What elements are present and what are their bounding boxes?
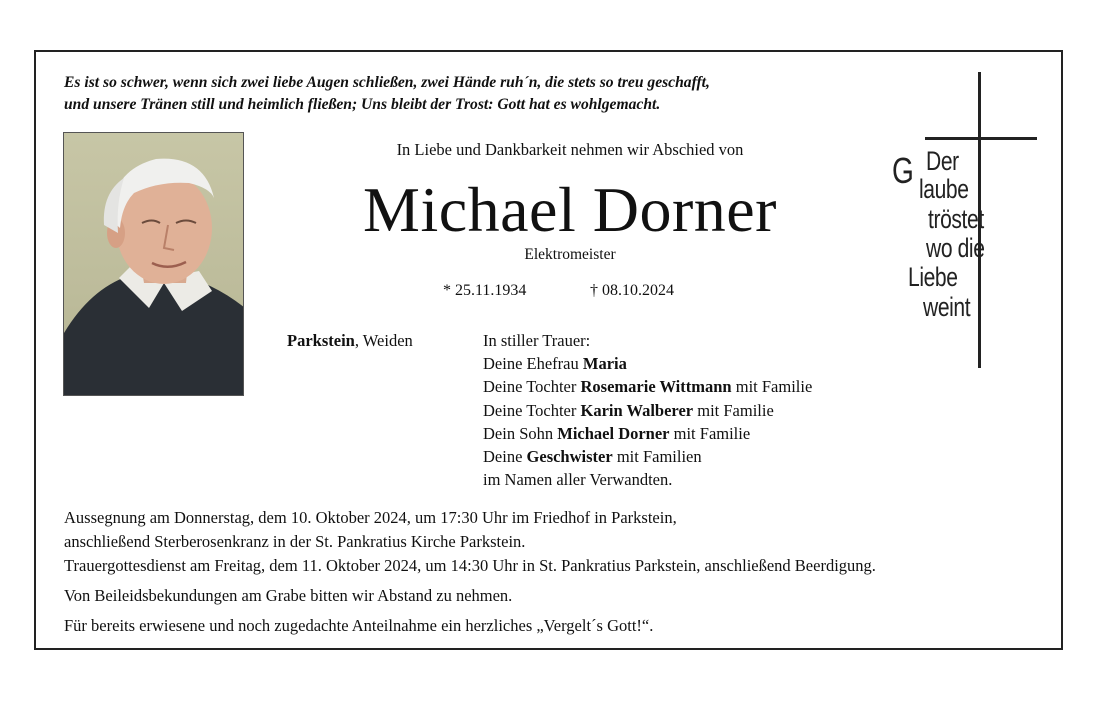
portrait-image xyxy=(64,133,244,396)
faith-der: Der xyxy=(926,146,959,176)
service-line-2: anschließend Sterberosenkranz in der St. Pankratius Kirche Parkstein. xyxy=(64,532,526,551)
mourner-line: Dein Sohn Michael Dorner mit Familie xyxy=(483,423,751,443)
cross-emblem xyxy=(890,70,1040,370)
service-line-5: Für bereits erwiesene und noch zugedachte Anteilnahme ein herzliches „Vergelt´s Gott!“. xyxy=(64,616,654,635)
birth-date: * 25.11.1934 xyxy=(443,282,527,299)
location-rest: , Weiden xyxy=(354,331,413,350)
intro-text: In Liebe und Dankbarkeit nehmen wir Abschied von xyxy=(396,140,744,159)
cross-horizontal-bar xyxy=(925,137,1037,140)
mourners-footer: im Namen aller Verwandten. xyxy=(483,470,673,490)
deceased-name: Michael Dorner xyxy=(363,174,777,245)
faith-liebe: Liebe xyxy=(908,262,958,292)
poem-line-1: Es ist so schwer, wenn sich zwei liebe Augen schließen, zwei Hände ruh´n, die stets so treu geschafft, xyxy=(64,74,710,91)
faith-weint: weint xyxy=(923,292,971,322)
faith-troestet: tröstet xyxy=(928,204,984,234)
location-town: Parkstein xyxy=(287,331,355,350)
service-line-4: Von Beileidsbekundungen am Grabe bitten wir Abstand zu nehmen. xyxy=(64,586,513,605)
mourner-line: Deine Tochter Karin Walberer mit Familie xyxy=(483,400,774,420)
mourners-list xyxy=(483,329,812,491)
portrait-photo xyxy=(63,132,244,396)
mourner-line: Deine Ehefrau Maria xyxy=(483,354,627,374)
poem xyxy=(64,72,924,116)
death-date: † 08.10.2024 xyxy=(590,282,674,299)
poem-line-2: und unsere Tränen still und heimlich fließen; Uns bleibt der Trost: Gott hat es wohlgemacht. xyxy=(64,96,661,113)
faith-capital-g: G xyxy=(892,150,914,191)
mourners-heading: In stiller Trauer: xyxy=(483,331,591,350)
mourner-line: Deine Geschwister mit Familien xyxy=(483,447,702,467)
faith-wo-die: wo die xyxy=(926,233,985,263)
faith-laube: laube xyxy=(919,174,969,204)
mourner-line: Deine Tochter Rosemarie Wittmann mit Familie xyxy=(483,377,813,397)
service-line-1: Aussegnung am Donnerstag, dem 10. Oktober 2024, um 17:30 Uhr im Friedhof in Parkstein, xyxy=(64,508,677,527)
service-details xyxy=(64,506,1054,638)
service-line-3: Trauergottesdienst am Freitag, dem 11. Oktober 2024, um 14:30 Uhr in St. Pankratius Parkstein, anschließend Beerdigung. xyxy=(64,556,876,575)
location xyxy=(287,331,413,351)
profession: Elektromeister xyxy=(524,246,616,263)
